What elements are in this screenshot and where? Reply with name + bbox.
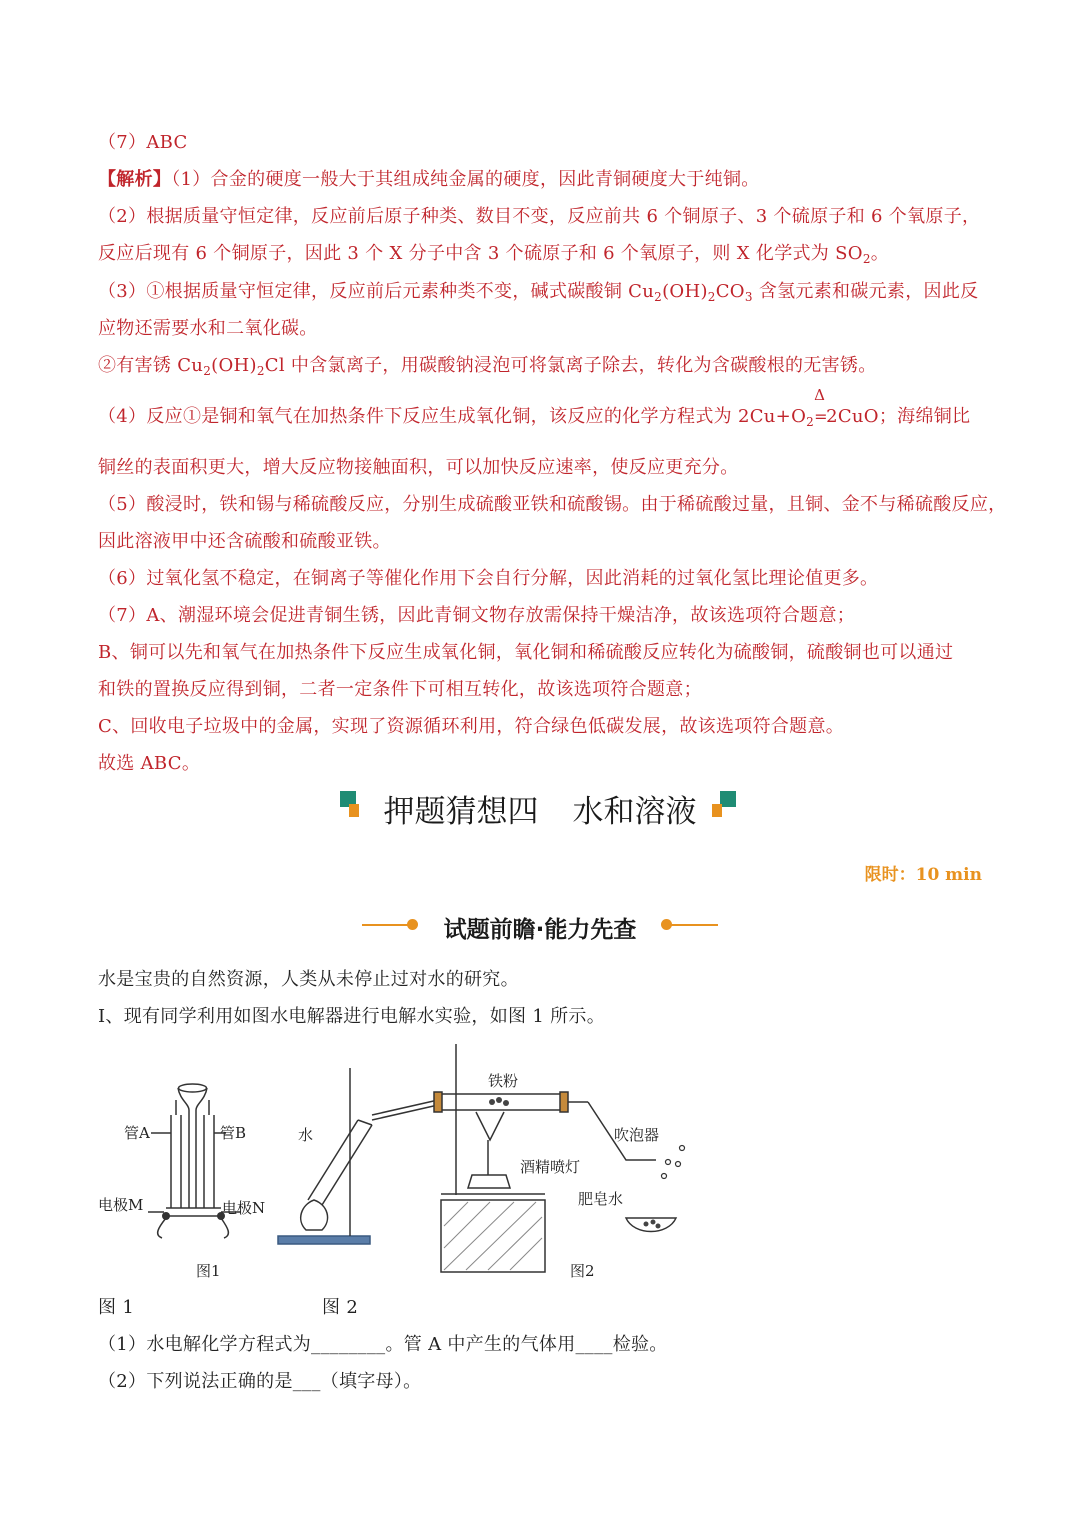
label-water: 水 xyxy=(298,1126,314,1144)
title-decoration-right xyxy=(712,791,736,821)
p3c-sub2: 2 xyxy=(256,364,265,378)
time-limit-value: 10 min xyxy=(915,865,982,885)
analysis-p1 xyxy=(98,168,760,192)
analysis-p5a: （5）酸浸时，铁和锡与稀硫酸反应，分别生成硫酸亚铁和硫酸锡。由于稀硫酸过量，且铜、金不与稀硫酸反应， xyxy=(98,494,1007,515)
fig-caption-2: 图 2 xyxy=(322,1297,359,1318)
p2b-sub: 2 xyxy=(862,252,871,266)
analysis-p1-text: （1）合金的硬度一般大于其组成纯金属的硬度，因此青铜硬度大于纯铜。 xyxy=(171,169,760,190)
p2b-pre: 反应后现有 6 个铜原子，因此 3 个 X 分子中含 3 个硫原子和 6 个氧原子，则 X 化学式为 SO xyxy=(98,243,863,264)
analysis-p3a xyxy=(98,280,978,304)
section-title-right: 水和溶液 xyxy=(572,794,697,830)
steam-apparatus-hatch xyxy=(444,1202,542,1270)
question-2: （2）下列说法正确的是___（填字母）。 xyxy=(98,1371,422,1392)
analysis-p4a xyxy=(98,386,971,429)
p3c-post: Cl 中含氯离子，用碳酸钠浸泡可将氯离子除去，转化为含碳酸根的无害锈。 xyxy=(264,355,877,376)
p3a-mid2: CO xyxy=(715,281,745,302)
analysis-p7e: 故选 ABC。 xyxy=(98,753,201,774)
label-fig1: 图1 xyxy=(196,1262,221,1280)
label-lamp: 酒精喷灯 xyxy=(520,1158,581,1176)
question-1: （1）水电解化学方程式为________。管 A 中产生的气体用____检验。 xyxy=(98,1334,668,1355)
p3a-mid: (OH) xyxy=(662,281,708,302)
answer-7: （7）ABC xyxy=(98,132,188,153)
subtitle-line-right xyxy=(670,924,718,926)
p3a-sub3: 3 xyxy=(744,290,753,304)
question-part1: I、现有同学利用如图水电解器进行电解水实验，如图 1 所示。 xyxy=(98,1006,606,1027)
analysis-tag: 【解析】 xyxy=(98,169,172,190)
analysis-p2b xyxy=(98,242,889,266)
equals-sign: = xyxy=(814,407,828,426)
p3a-pre: （3）①根据质量守恒定律，反应前后元素种类不变，碱式碳酸铜 Cu xyxy=(98,281,655,302)
p3c-pre: ②有害锈 Cu xyxy=(98,355,204,376)
section-title xyxy=(0,786,1080,831)
analysis-p2a: （2）根据质量守恒定律，反应前后原子种类、数目不变，反应前共 6 个铜原子、3 个硫原子和 6 个氧原子， xyxy=(98,206,981,227)
bubbles xyxy=(662,1146,685,1179)
label-iron-powder: 铁粉 xyxy=(488,1072,519,1090)
p4a-pre: （4）反应①是铜和氧气在加热条件下反应生成氧化铜，该反应的化学方程式为 2Cu+O xyxy=(98,406,807,427)
analysis-p7a: （7）A、潮湿环境会促进青铜生锈，因此青铜文物存放需保持干燥洁净，故该选项符合题意； xyxy=(98,605,856,626)
p3c-sub1: 2 xyxy=(203,364,212,378)
label-bubbler: 吹泡器 xyxy=(614,1126,660,1144)
p3c-mid: (OH) xyxy=(211,355,257,376)
section-subtitle: 试题前瞻·能力先查 xyxy=(443,917,637,943)
analysis-p7d: C、回收电子垃圾中的金属，实现了资源循环利用，符合绿色低碳发展，故该选项符合题意。 xyxy=(98,716,845,737)
label-tube-b: 管B xyxy=(220,1124,247,1142)
analysis-p6: （6）过氧化氢不稳定，在铜离子等催化作用下会自行分解，因此消耗的过氧化氢比理论值更多。 xyxy=(98,568,879,589)
experiment-figure xyxy=(96,1040,716,1290)
analysis-p7c: 和铁的置换反应得到铜，二者一定条件下可相互转化，故该选项符合题意； xyxy=(98,679,702,700)
delta-symbol: Δ xyxy=(814,386,826,404)
analysis-p4b: 铜丝的表面积更大，增大反应物接触面积，可以加快反应速率，使反应更充分。 xyxy=(98,457,739,478)
time-limit xyxy=(865,860,982,885)
p2b-post: 。 xyxy=(870,243,890,264)
p4a-post: 2CuO；海绵铜比 xyxy=(826,406,971,427)
analysis-p7b: B、铜可以先和氧气在加热条件下反应生成氧化铜，氧化铜和稀硫酸反应转化为硫酸铜，硫酸铜也可以通过 xyxy=(98,642,954,663)
p3a-sub1: 2 xyxy=(654,290,663,304)
heat-condition xyxy=(814,386,828,429)
p4a-sub: 2 xyxy=(806,415,815,429)
p3a-post: 含氢元素和碳元素，因此反 xyxy=(752,281,979,302)
question-intro: 水是宝贵的自然资源，人类从未停止过对水的研究。 xyxy=(98,969,519,990)
section-title-left: 押题猜想四 xyxy=(383,794,539,830)
label-electrode-n: 电极N xyxy=(222,1199,266,1217)
analysis-p3b: 应物还需要水和二氧化碳。 xyxy=(98,318,318,339)
analysis-p5b: 因此溶液甲中还含硫酸和硫酸亚铁。 xyxy=(98,531,391,552)
analysis-p3c xyxy=(98,354,877,378)
label-soap-water: 肥皂水 xyxy=(578,1190,624,1208)
label-electrode-m: 电极M xyxy=(98,1196,144,1214)
p3a-sub2: 2 xyxy=(707,290,716,304)
fig-caption-1: 图 1 xyxy=(98,1297,135,1318)
time-limit-label: 限时： xyxy=(864,865,916,885)
label-tube-a: 管A xyxy=(124,1124,150,1142)
label-fig2: 图2 xyxy=(570,1262,595,1280)
